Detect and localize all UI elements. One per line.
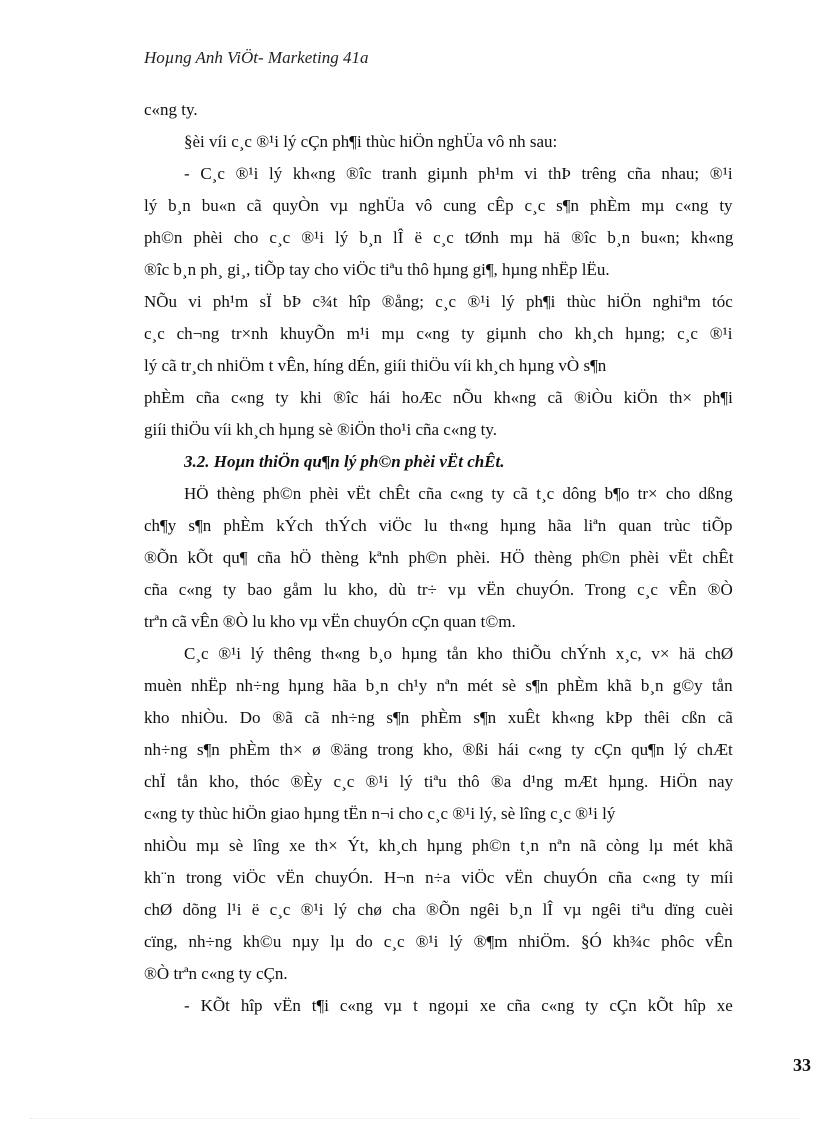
body-line: lý b¸n bu«n cã quyÒn vµ nghÜa vô cung cÊp c¸c s¶n phÈm mµ c«ng ty bbox=[144, 196, 733, 215]
body-line: HÖ thèng ph©n phèi vËt chÊt cña c«ng ty cã t¸c dông b¶o tr× cho dßng bbox=[184, 484, 733, 503]
body-line: cña c«ng ty bao gåm lu kho, dù tr÷ vµ vËn chuyÓn. Trong c¸c vÊn ®Ò bbox=[144, 580, 733, 599]
body-line: chØ dõng l¹i ë c¸c ®¹i lý chø cha ®Õn ngêi b¸n lÎ vµ ngêi tiªu dïng cuèi bbox=[144, 900, 734, 919]
body-line: nhiÒu mµ sè lîng xe th× Ýt, kh¸ch hµng ph©n t¸n nªn nã còng lµ mét khã bbox=[144, 836, 733, 855]
body-line: cïng, nh÷ng kh©u nµy lµ do c¸c ®¹i lý ®¶m nhiÖm. §Ó kh¾c phôc vÊn bbox=[144, 932, 733, 951]
body-line: lý cã tr¸ch nhiÖm t vÊn, híng dÉn, giíi thiÖu víi kh¸ch hµng vÒ s¶n bbox=[144, 356, 607, 375]
body-line: C¸c ®¹i lý thêng th«ng b¸o hµng tån kho thiÕu chÝnh x¸c, v× hä chØ bbox=[184, 644, 734, 663]
page-number: 33 bbox=[793, 1055, 811, 1075]
body-line: kho nhiÒu. Do ®ã cã nh÷ng s¶n phÈm s¶n xuÊt kh«ng kÞp thêi cßn cã bbox=[144, 708, 733, 727]
body-line: NÕu vi ph¹m sÏ bÞ c¾t hîp ®ång; c¸c ®¹i lý ph¶i thùc hiÖn nghiªm tóc bbox=[144, 292, 733, 311]
running-header: Hoµng Anh ViÖt- Marketing 41a bbox=[144, 48, 369, 67]
body-line: phÈm cña c«ng ty khi ®îc hái hoÆc nÕu kh«ng cã ®iÒu kiÖn th× ph¶i bbox=[144, 388, 733, 407]
body-line: - KÕt hîp vËn t¶i c«ng vµ t ngoµi xe cña c«ng ty cÇn kÕt hîp xe bbox=[184, 996, 733, 1015]
body-line: c«ng ty. bbox=[144, 100, 198, 119]
body-line: ®Ò trªn c«ng ty cÇn. bbox=[144, 964, 288, 983]
body-line: ph©n phèi cho c¸c ®¹i lý b¸n lÎ ë c¸c tØnh mµ hä ®îc b¸n bu«n; kh«ng bbox=[144, 228, 734, 247]
body-line: ®îc b¸n ph¸ gi¸, tiÕp tay cho viÖc tiªu thô hµng gi¶, hµng nhËp lËu. bbox=[144, 260, 610, 279]
body-line: ch¶y s¶n phÈm kÝch thÝch viÖc lu th«ng hµng hãa liªn quan trùc tiÕp bbox=[144, 516, 733, 535]
footer-divider bbox=[30, 1118, 800, 1119]
body-line: §èi víi c¸c ®¹i lý cÇn ph¶i thùc hiÖn nghÜa vô nh sau: bbox=[184, 132, 558, 151]
section-heading: 3.2. Hoµn thiÖn qu¶n lý ph©n phèi vËt chÊt. bbox=[184, 452, 505, 471]
body-line: chÏ tån kho, thóc ®Èy c¸c ®¹i lý tiªu thô ®a d¹ng mÆt hµng. HiÖn nay bbox=[144, 772, 734, 791]
body-line: muèn nhËp nh÷ng hµng hãa b¸n ch¹y nªn mét sè s¶n phÈm khã b¸n g©y tån bbox=[144, 676, 733, 695]
body-line: ®Õn kÕt qu¶ cña hÖ thèng kªnh ph©n phèi. HÖ thèng ph©n phèi vËt chÊt bbox=[144, 548, 734, 567]
body-line: - C¸c ®¹i lý kh«ng ®îc tranh giµnh ph¹m vi thÞ trêng cña nhau; ®¹i bbox=[184, 164, 733, 183]
body-line: trªn cã vÊn ®Ò lu kho vµ vËn chuyÓn cÇn quan t©m. bbox=[144, 612, 516, 631]
body-line: giíi thiÖu víi kh¸ch hµng sè ®iÖn tho¹i cña c«ng ty. bbox=[144, 420, 497, 439]
body-line: c«ng ty thùc hiÖn giao hµng tËn n¬i cho c¸c ®¹i lý, sè lîng c¸c ®¹i lý bbox=[144, 804, 616, 823]
body-line: nh÷ng s¶n phÈm th× ø ®äng trong kho, ®ßi hái c«ng ty cÇn qu¶n lý chÆt bbox=[144, 740, 733, 759]
body-line: c¸c ch¬ng tr×nh khuyÕn m¹i mµ c«ng ty giµnh cho kh¸ch hµng; c¸c ®¹i bbox=[144, 324, 733, 343]
body-line: kh¨n trong viÖc vËn chuyÓn. H¬n n÷a viÖc vËn chuyÓn cña c«ng ty míi bbox=[144, 868, 734, 887]
